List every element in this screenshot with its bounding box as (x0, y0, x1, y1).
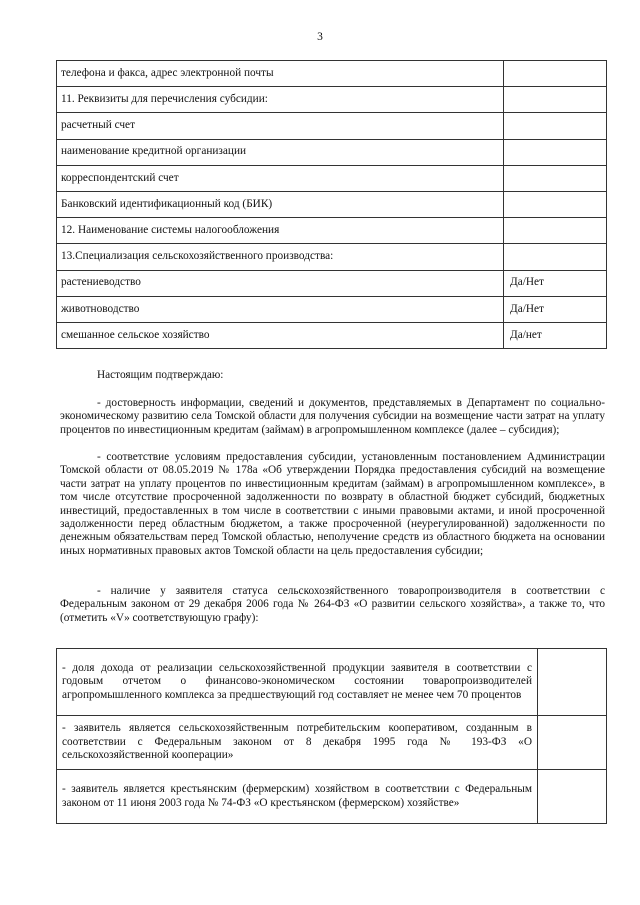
row-label: Банковский идентификационный код (БИК) (57, 191, 504, 217)
row-label: 12. Наименование системы налогообложения (57, 218, 504, 244)
table-row (57, 191, 607, 217)
row-value-field[interactable]: Да/Нет (504, 296, 607, 322)
page-number: 3 (317, 31, 323, 43)
status-checkbox-cell[interactable] (538, 716, 607, 770)
status-option-text: - заявитель является сельскохозяйственным потребительским кооперативом, созданным в соответствии с Федеральным законом от 8 декабря 1995 года № 193-ФЗ «О сельскохозяйственной кооперации» (57, 716, 538, 770)
row-value-field[interactable] (504, 87, 607, 113)
applicant-details-table (56, 60, 607, 349)
row-label: 13.Специализация сельскохозяйственного производства: (57, 244, 504, 270)
row-value-field[interactable] (504, 244, 607, 270)
confirmation-intro: Настоящим подтверждаю: (97, 369, 224, 381)
confirmation-paragraph-accuracy: - достоверность информации, сведений и документов, представляемых в Департамент по социально-экономическому развитию села Томской области для получения субсидии на возмещение части затрат на уплату процентов по инвестиционным кредитам (займам) в агропромышленном комплексе (далее – субсидия); (60, 397, 605, 436)
row-value-field[interactable]: Да/Нет (504, 270, 607, 296)
table-row (57, 218, 607, 244)
producer-status-table (56, 648, 607, 824)
row-label: телефона и факса, адрес электронной почты (57, 61, 504, 87)
confirmation-paragraph-conditions: - соответствие условиям предоставления субсидии, установленным постановлением Администрации Томской области от 08.05.2019 № 178а «Об утверждении Порядка предоставления субсидий на возмещение части затрат на уплату процентов по инвестиционным кредитам (займам) в агропромышленном комплексе», в том числе отсутствие просроченной задолженности по возврату в областной бюджет субсидий, бюджетных инвестиций, предоставленных в том числе в соответствии с иными правовыми актами, и иной просроченной задолженности перед областным бюджетом, а также просроченной (неурегулированной) задолженности по денежным обязательствам перед Томской областью, неполучение средств из областного бюджета на основании иных нормативных правовых актов Томской области на цель предоставления субсидии; (60, 451, 605, 557)
table-row (57, 87, 607, 113)
status-checkbox-cell[interactable] (538, 649, 607, 716)
table-row (57, 244, 607, 270)
row-value-field[interactable] (504, 218, 607, 244)
table-row (57, 770, 607, 824)
table-row (57, 113, 607, 139)
table-row (57, 270, 607, 296)
row-value-field[interactable] (504, 61, 607, 87)
confirmation-paragraph-status: - наличие у заявителя статуса сельскохозяйственного товаропроизводителя в соответствии с Федеральным законом от 29 декабря 2006 года № 264-ФЗ «О развитии сельского хозяйства», а также то, что (отметить «V» соответствующую графу): (60, 585, 605, 624)
table-row (57, 296, 607, 322)
row-value-field[interactable] (504, 113, 607, 139)
status-option-text: - заявитель является крестьянским (фермерским) хозяйством в соответствии с Федеральным законом от 11 июня 2003 года № 74-ФЗ «О крестьянском (фермерском) хозяйстве» (57, 770, 538, 824)
row-label: расчетный счет (57, 113, 504, 139)
row-value-field[interactable] (504, 165, 607, 191)
table-row (57, 649, 607, 716)
table-row (57, 165, 607, 191)
row-label: животноводство (57, 296, 504, 322)
table-row (57, 322, 607, 348)
row-label: корреспондентский счет (57, 165, 504, 191)
status-checkbox-cell[interactable] (538, 770, 607, 824)
status-option-text: - доля дохода от реализации сельскохозяйственной продукции заявителя в соответствии с годовым отчетом о финансово-экономическом состоянии товаропроизводителей агропромышленного комплекса за предшествующий год составляет не менее чем 70 процентов (57, 649, 538, 716)
row-value-field[interactable] (504, 139, 607, 165)
row-value-field[interactable] (504, 191, 607, 217)
row-label: смешанное сельское хозяйство (57, 322, 504, 348)
row-value-field[interactable]: Да/нет (504, 322, 607, 348)
row-label: растениеводство (57, 270, 504, 296)
row-label: 11. Реквизиты для перечисления субсидии: (57, 87, 504, 113)
row-label: наименование кредитной организации (57, 139, 504, 165)
table-row (57, 139, 607, 165)
table-row (57, 61, 607, 87)
table-row (57, 716, 607, 770)
